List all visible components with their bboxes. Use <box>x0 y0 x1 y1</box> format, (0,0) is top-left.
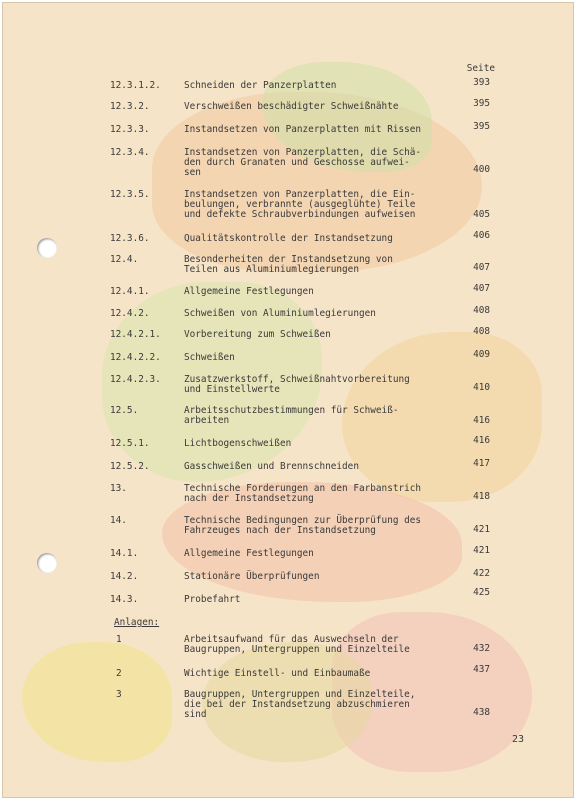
section-title: Verschweißen beschädigter Schweißnähte <box>184 101 399 112</box>
section-page: 421 <box>473 545 490 556</box>
section-number: 12.3.1.2. <box>110 80 161 91</box>
section-title: Allgemeine Festlegungen <box>184 286 314 297</box>
section-page: 393 <box>473 77 490 88</box>
section-number: 12.3.5. <box>110 189 150 200</box>
section-number: 12.3.3. <box>110 124 150 135</box>
document-page <box>2 2 574 798</box>
section-title: Gasschweißen und Brennschneiden <box>184 461 359 472</box>
section-title: Instandsetzen von Panzerplatten, die Ein- beulungen, verbrannte (ausgeglühte) Teile und defekte Schraubverbindungen aufweisen <box>184 189 416 220</box>
section-number: 12.4. <box>110 254 139 265</box>
section-number: 14.1. <box>110 548 139 559</box>
section-page: 422 <box>473 568 490 579</box>
section-title: Instandsetzen von Panzerplatten, die Schä- den durch Granaten und Geschosse aufwei- sen <box>184 147 422 178</box>
section-page: 410 <box>473 382 490 393</box>
section-title: Schweißen von Aluminiumlegierungen <box>184 308 376 319</box>
appendix-number: 2 <box>116 668 122 679</box>
section-number: 14.2. <box>110 571 139 582</box>
section-title: Schneiden der Panzerplatten <box>184 80 337 91</box>
appendix-title: Baugruppen, Untergruppen und Einzelteile, die bei der Instandsetzung abzuschmieren sind <box>184 689 416 720</box>
section-page: 416 <box>473 415 490 426</box>
appendix-title: Wichtige Einstell- und Einbaumaße <box>184 668 371 679</box>
section-page: 406 <box>473 230 490 241</box>
section-number: 12.4.1. <box>110 286 150 297</box>
section-title: Zusatzwerkstoff, Schweißnahtvorbereitung und Einstellwerte <box>184 374 410 395</box>
section-number: 14. <box>110 515 127 526</box>
section-page: 416 <box>473 435 490 446</box>
section-page: 407 <box>473 262 490 273</box>
section-title: Stationäre Überprüfungen <box>184 571 320 582</box>
section-title: Arbeitsschutzbestimmungen für Schweiß- arbeiten <box>184 405 399 426</box>
appendix-page: 437 <box>473 664 490 675</box>
section-title: Technische Bedingungen zur Überprüfung des Fahrzeuges nach der Instandsetzung <box>184 515 422 536</box>
section-title: Qualitätskontrolle der Instandsetzung <box>184 233 393 244</box>
section-number: 12.3.6. <box>110 233 150 244</box>
section-title: Technische Forderungen an den Farbanstrich nach der Instandsetzung <box>184 483 422 504</box>
appendix-page: 432 <box>473 643 490 654</box>
appendix-number: 1 <box>116 634 122 645</box>
section-page: 405 <box>473 209 490 220</box>
section-page: 417 <box>473 458 490 469</box>
section-number: 12.4.2. <box>110 308 150 319</box>
appendix-heading: Anlagen: <box>114 617 160 628</box>
section-number: 12.3.2. <box>110 101 150 112</box>
section-number: 13. <box>110 483 127 494</box>
section-number: 12.4.2.3. <box>110 374 161 385</box>
section-page: 407 <box>473 283 490 294</box>
section-number: 12.3.4. <box>110 147 150 158</box>
section-page: 409 <box>473 349 490 360</box>
watermark-map-region <box>22 642 172 762</box>
section-title: Schweißen <box>184 352 235 363</box>
section-title: Probefahrt <box>184 594 241 605</box>
section-title: Allgemeine Festlegungen <box>184 548 314 559</box>
section-title: Instandsetzen von Panzerplatten mit Rissen <box>184 124 422 135</box>
page-column-header: Seite <box>466 63 495 74</box>
section-page: 418 <box>473 491 490 502</box>
punch-hole <box>37 238 57 258</box>
section-page: 395 <box>473 121 490 132</box>
section-title: Vorbereitung zum Schweißen <box>184 329 331 340</box>
section-page: 425 <box>473 587 490 598</box>
section-title: Lichtbogenschweißen <box>184 438 292 449</box>
section-number: 12.4.2.1. <box>110 329 161 340</box>
section-page: 408 <box>473 326 490 337</box>
section-number: 12.5. <box>110 405 139 416</box>
section-page: 395 <box>473 98 490 109</box>
section-number: 14.3. <box>110 594 139 605</box>
section-page: 421 <box>473 524 490 535</box>
punch-hole <box>37 553 57 573</box>
section-page: 408 <box>473 305 490 316</box>
appendix-number: 3 <box>116 689 122 700</box>
section-page: 400 <box>473 164 490 175</box>
appendix-title: Arbeitsaufwand für das Auswechseln der Baugruppen, Untergruppen und Einzelteile <box>184 634 410 655</box>
section-title: Besonderheiten der Instandsetzung von Teilen aus Aluminiumlegierungen <box>184 254 393 275</box>
section-number: 12.5.2. <box>110 461 150 472</box>
appendix-page: 438 <box>473 707 490 718</box>
section-number: 12.4.2.2. <box>110 352 161 363</box>
section-number: 12.5.1. <box>110 438 150 449</box>
page-number: 23 <box>511 734 524 745</box>
